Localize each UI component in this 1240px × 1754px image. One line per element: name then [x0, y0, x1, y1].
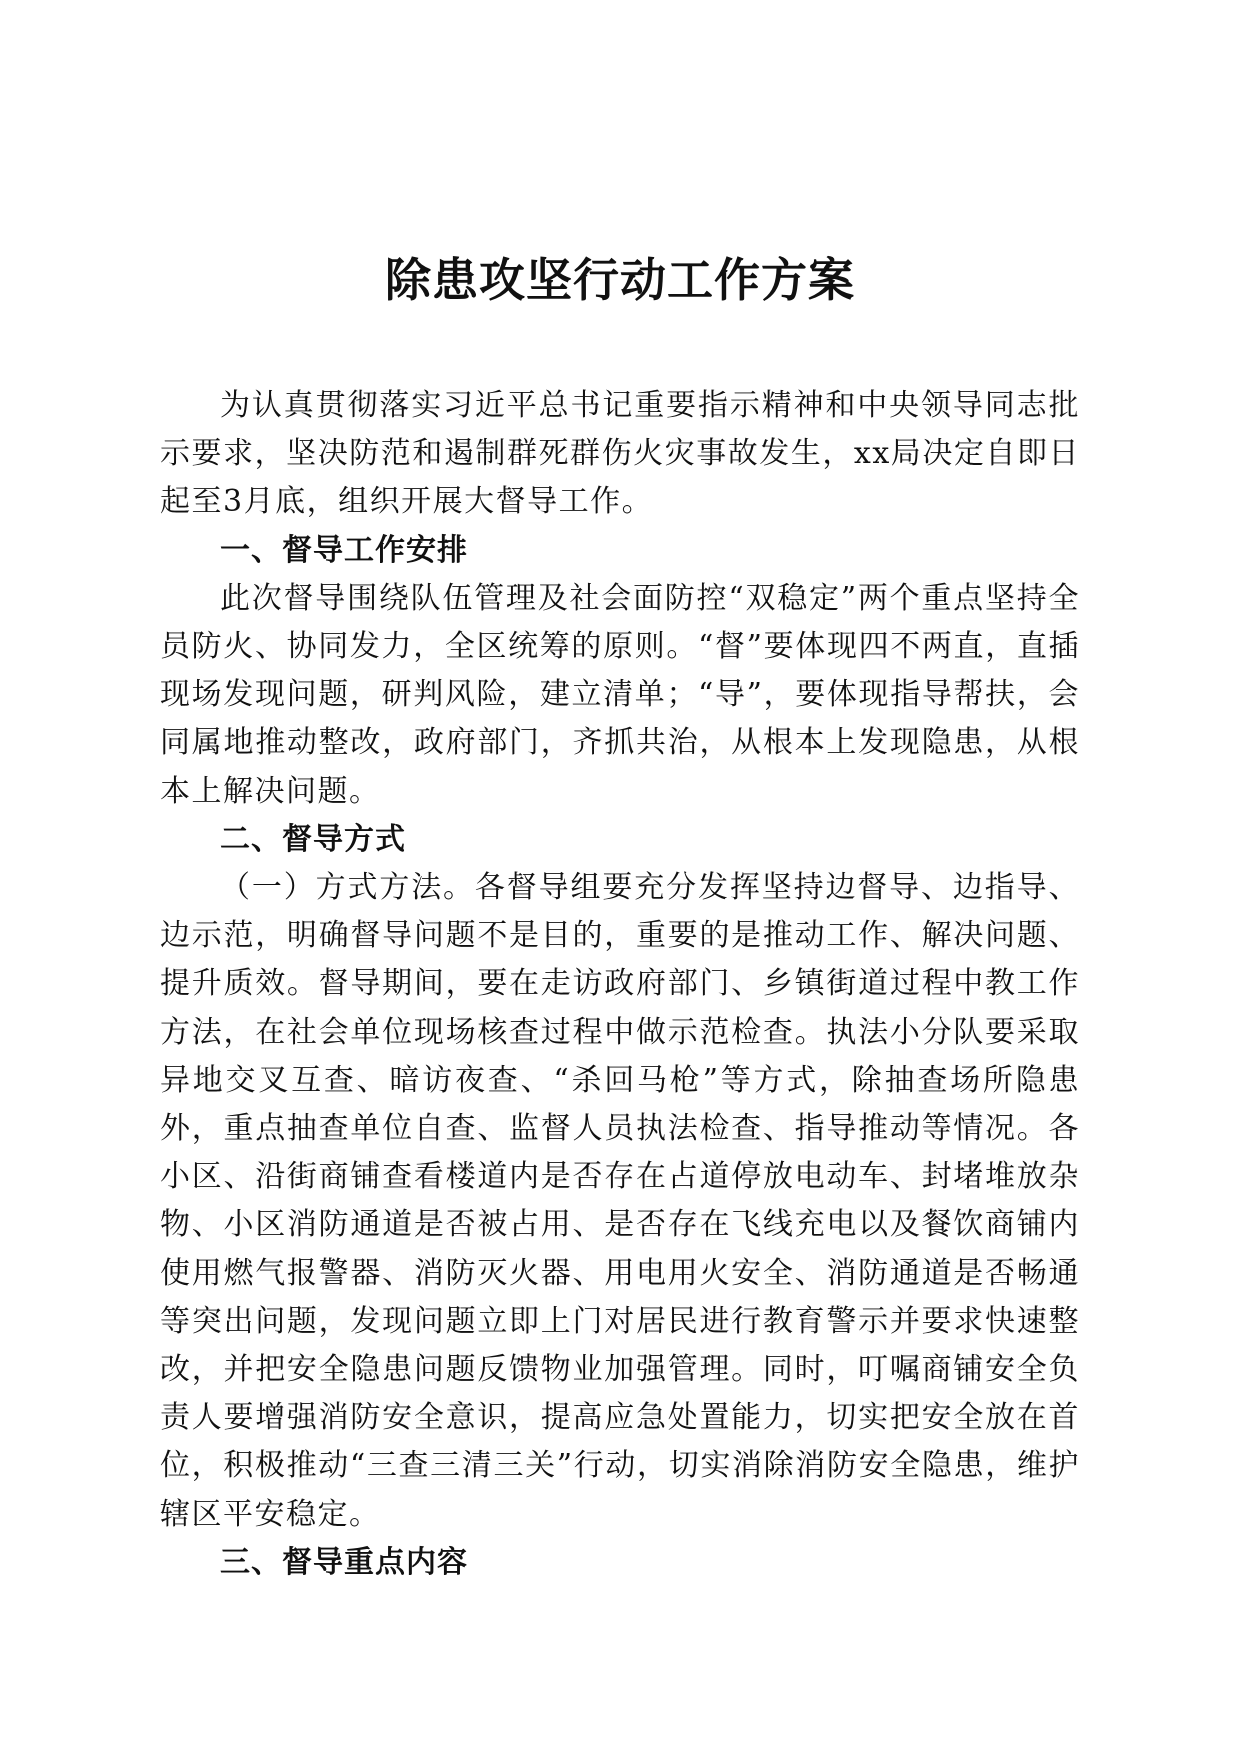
section-heading-3: 三、督导重点内容 [220, 1544, 468, 1580]
intro-paragraph: 为认真贯彻落实习近平总书记重要指示精神和中央领导同志批示要求，坚决防范和遏制群死群伤火灾事故发生，xx局决定自即日起至3月底，组织开展大督导工作。 [160, 388, 1080, 520]
section-2-paragraph: （一）方式方法。各督导组要充分发挥坚持边督导、边指导、边示范，明确督导问题不是目的，重要的是推动工作、解决问题、提升质效。督导期间，要在走访政府部门、乡镇街道过程中教工作方法，在社会单位现场核查过程中做示范检查。执法小分队要采取异地交叉互查、暗访夜查、“杀回马枪”等方式，除抽查场所隐患外，重点抽查单位自查、监督人员执法检查、指导推动等情况。各小区、沿街商铺查看楼道内是否存在占道停放电动车、封堵堆放杂物、小区消防通道是否被占用、是否存在飞线充电以及餐饮商铺内使用燃气报警器、消防灭火器、用电用火安全、消防通道是否畅通等突出问题，发现问题立即上门对居民进行教育警示并要求快速整改，并把安全隐患问题反馈物业加强管理。同时，叮嘱商铺安全负责人要增强消防安全意识，提高应急处置能力，切实把安全放在首位，积极推动“三查三清三关”行动，切实消除消防安全隐患，维护辖区平安稳定。 [160, 870, 1080, 1532]
document-title: 除患攻坚行动工作方案 [385, 253, 855, 307]
document-body [160, 382, 1080, 1587]
section-heading-2: 二、督导方式 [220, 821, 406, 857]
section-heading-1: 一、督导工作安排 [220, 532, 468, 568]
section-1-paragraph: 此次督导围绕队伍管理及社会面防控“双稳定”两个重点坚持全员防火、协同发力，全区统筹的原则。“督”要体现四不两直，直插现场发现问题，研判风险，建立清单；“导”，要体现指导帮扶，会同属地推动整改，政府部门，齐抓共治，从根本上发现隐患，从根本上解决问题。 [160, 580, 1080, 809]
